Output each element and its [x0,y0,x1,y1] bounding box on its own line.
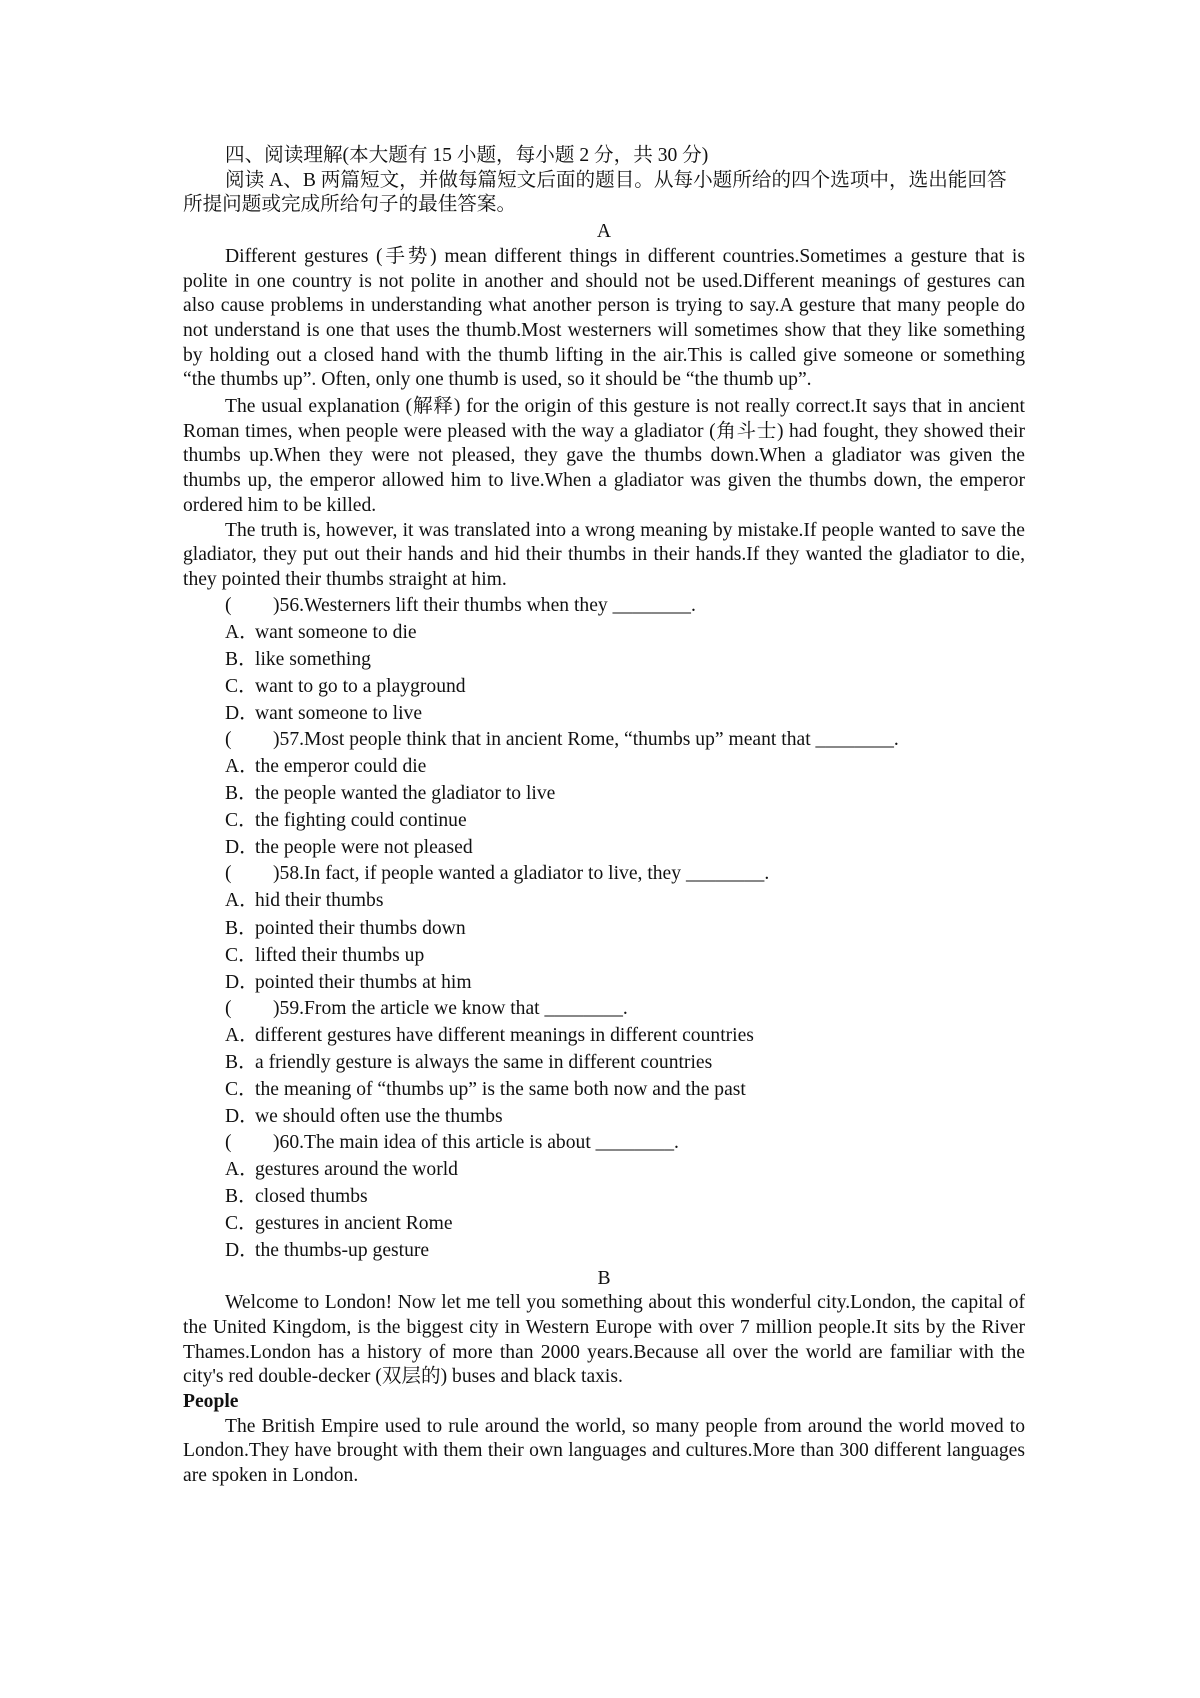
option-letter: C． [225,810,258,832]
option-text: want someone to die [255,621,417,643]
q59-option-a [183,1022,1025,1049]
answer-bracket: ( [225,863,232,885]
question-stem: )60.The main idea of this article is about ________. [273,1132,679,1154]
passage-a-paragraph-2: The usual explanation (解释) for the origin of this gesture is not really correct.It says that in ancient Roman times, when people were pleased with the way a gladiator (角斗士) had fought, they showed their thumbs up.When they were not pleased, they gave the thumbs down.When a gladiator was given the thumbs up, the emperor allowed him to live.When a gladiator was given the thumbs down, the emperor ordered him to be killed. [183,396,1025,516]
question-59 [183,996,1025,1022]
option-text: the emperor could die [255,756,427,778]
q59-option-d [183,1103,1025,1130]
passage-a-heading: A [596,221,612,243]
option-text: gestures in ancient Rome [255,1213,453,1235]
q58-option-c [183,942,1025,969]
option-text: want to go to a playground [255,675,466,697]
q59-option-c [183,1076,1025,1103]
question-stem: )59.From the article we know that ________. [273,997,628,1019]
passage-a-paragraph-1: Different gestures (手势) mean different things in different countries.Sometimes a gesture that is polite in one country is not polite in another and should not be used.Different meanings of gestures can also cause problems in understanding what another person is trying to say.A gesture that many people do not understand is one that uses the thumb.Most westerners will sometimes show that they like something by holding out a closed hand with the thumb lifting in the air.This is called give someone or something “the thumbs up”. Often, only one thumb is used, so it should be “the thumb up”. [183,245,1025,391]
option-letter: A． [225,756,259,778]
q56-option-c [183,673,1025,700]
q59-option-b [183,1049,1025,1076]
q57-option-d [183,834,1025,861]
option-text: pointed their thumbs down [255,917,466,939]
section-title: 四、阅读理解(本大题有 15 小题，每小题 2 分，共 30 分) [225,145,709,166]
option-text: gestures around the world [255,1159,458,1181]
option-text: pointed their thumbs at him [255,971,472,993]
q60-option-c [183,1210,1025,1237]
option-text: the people were not pleased [255,837,473,859]
q60-option-b [183,1183,1025,1210]
option-letter: D． [225,1106,259,1128]
question-stem: )58.In fact, if people wanted a gladiator to live, they ________. [273,863,770,885]
passage-a-paragraph-3: The truth is, however, it was translated into a wrong meaning by mistake.If people wanted to save the gladiator, they put out their hands and hid their thumbs in their hands.If they wanted the gladiator to die, they pointed their thumbs straight at him. [183,519,1025,590]
option-text: the people wanted the gladiator to live [255,783,556,805]
people-subheading: People [183,1391,239,1413]
option-text: want someone to live [255,702,423,724]
passage-b-heading: B [597,1267,611,1289]
option-text: lifted their thumbs up [255,944,425,966]
option-text: closed thumbs [255,1186,368,1208]
option-text: hid their thumbs [255,890,384,912]
question-56 [183,593,1025,619]
option-letter: C． [225,1213,258,1235]
q57-option-b [183,780,1025,807]
q57-option-c [183,807,1025,834]
option-letter: C． [225,1078,258,1100]
option-letter: B． [225,1186,258,1208]
question-stem: )57.Most people think that in ancient Rome, “thumbs up” meant that ________. [273,729,899,751]
option-letter: D． [225,1240,259,1262]
option-text: the thumbs-up gesture [255,1240,430,1262]
option-letter: B． [225,1051,258,1073]
option-letter: A． [225,1024,259,1046]
question-58 [183,861,1025,887]
q56-option-a [183,619,1025,646]
option-text: we should often use the thumbs [255,1106,503,1128]
q58-option-a [183,887,1025,914]
section-instruction: 阅读 A、B 两篇短文，并做每篇短文后面的题目。从每小题所给的四个选项中，选出能回答所提问题或完成所给句子的最佳答案。 [183,169,1007,216]
question-stem: )56.Westerners lift their thumbs when they ________. [273,594,696,616]
option-letter: C． [225,675,258,697]
option-text: the fighting could continue [255,810,467,832]
q60-option-d [183,1237,1025,1264]
option-text: like something [255,648,371,670]
option-text: different gestures have different meanings in different countries [255,1024,754,1046]
question-57 [183,727,1025,753]
option-letter: C． [225,944,258,966]
passage-b-people-paragraph: The British Empire used to rule around the world, so many people from around the world moved to London.They have brought with them their own languages and cultures.More than 300 different languages are spoken in London. [183,1415,1025,1487]
q56-option-d [183,700,1025,727]
option-letter: D． [225,971,259,993]
option-letter: D． [225,837,259,859]
option-letter: A． [225,1159,259,1181]
answer-bracket: ( [225,1132,232,1154]
document-body [183,144,1025,1489]
option-letter: D． [225,702,259,724]
option-letter: A． [225,890,259,912]
option-letter: B． [225,917,258,939]
question-60 [183,1130,1025,1156]
q58-option-d [183,969,1025,996]
option-text: a friendly gesture is always the same in different countries [255,1051,713,1073]
q56-option-b [183,646,1025,673]
q60-option-a [183,1156,1025,1183]
q57-option-a [183,753,1025,780]
answer-bracket: ( [225,997,232,1019]
option-letter: A． [225,621,259,643]
option-text: the meaning of “thumbs up” is the same both now and the past [255,1078,746,1100]
option-letter: B． [225,783,258,805]
option-letter: B． [225,648,258,670]
answer-bracket: ( [225,594,232,616]
passage-b-intro: Welcome to London! Now let me tell you something about this wonderful city.London, the capital of the United Kingdom, is the biggest city in Western Europe with over 7 million people.It sits by the River Thames.London has a history of more than 2000 years.Because all over the world are familiar with the city's red double-decker (双层的) buses and black taxis. [183,1292,1025,1388]
answer-bracket: ( [225,729,232,751]
q58-option-b [183,915,1025,942]
